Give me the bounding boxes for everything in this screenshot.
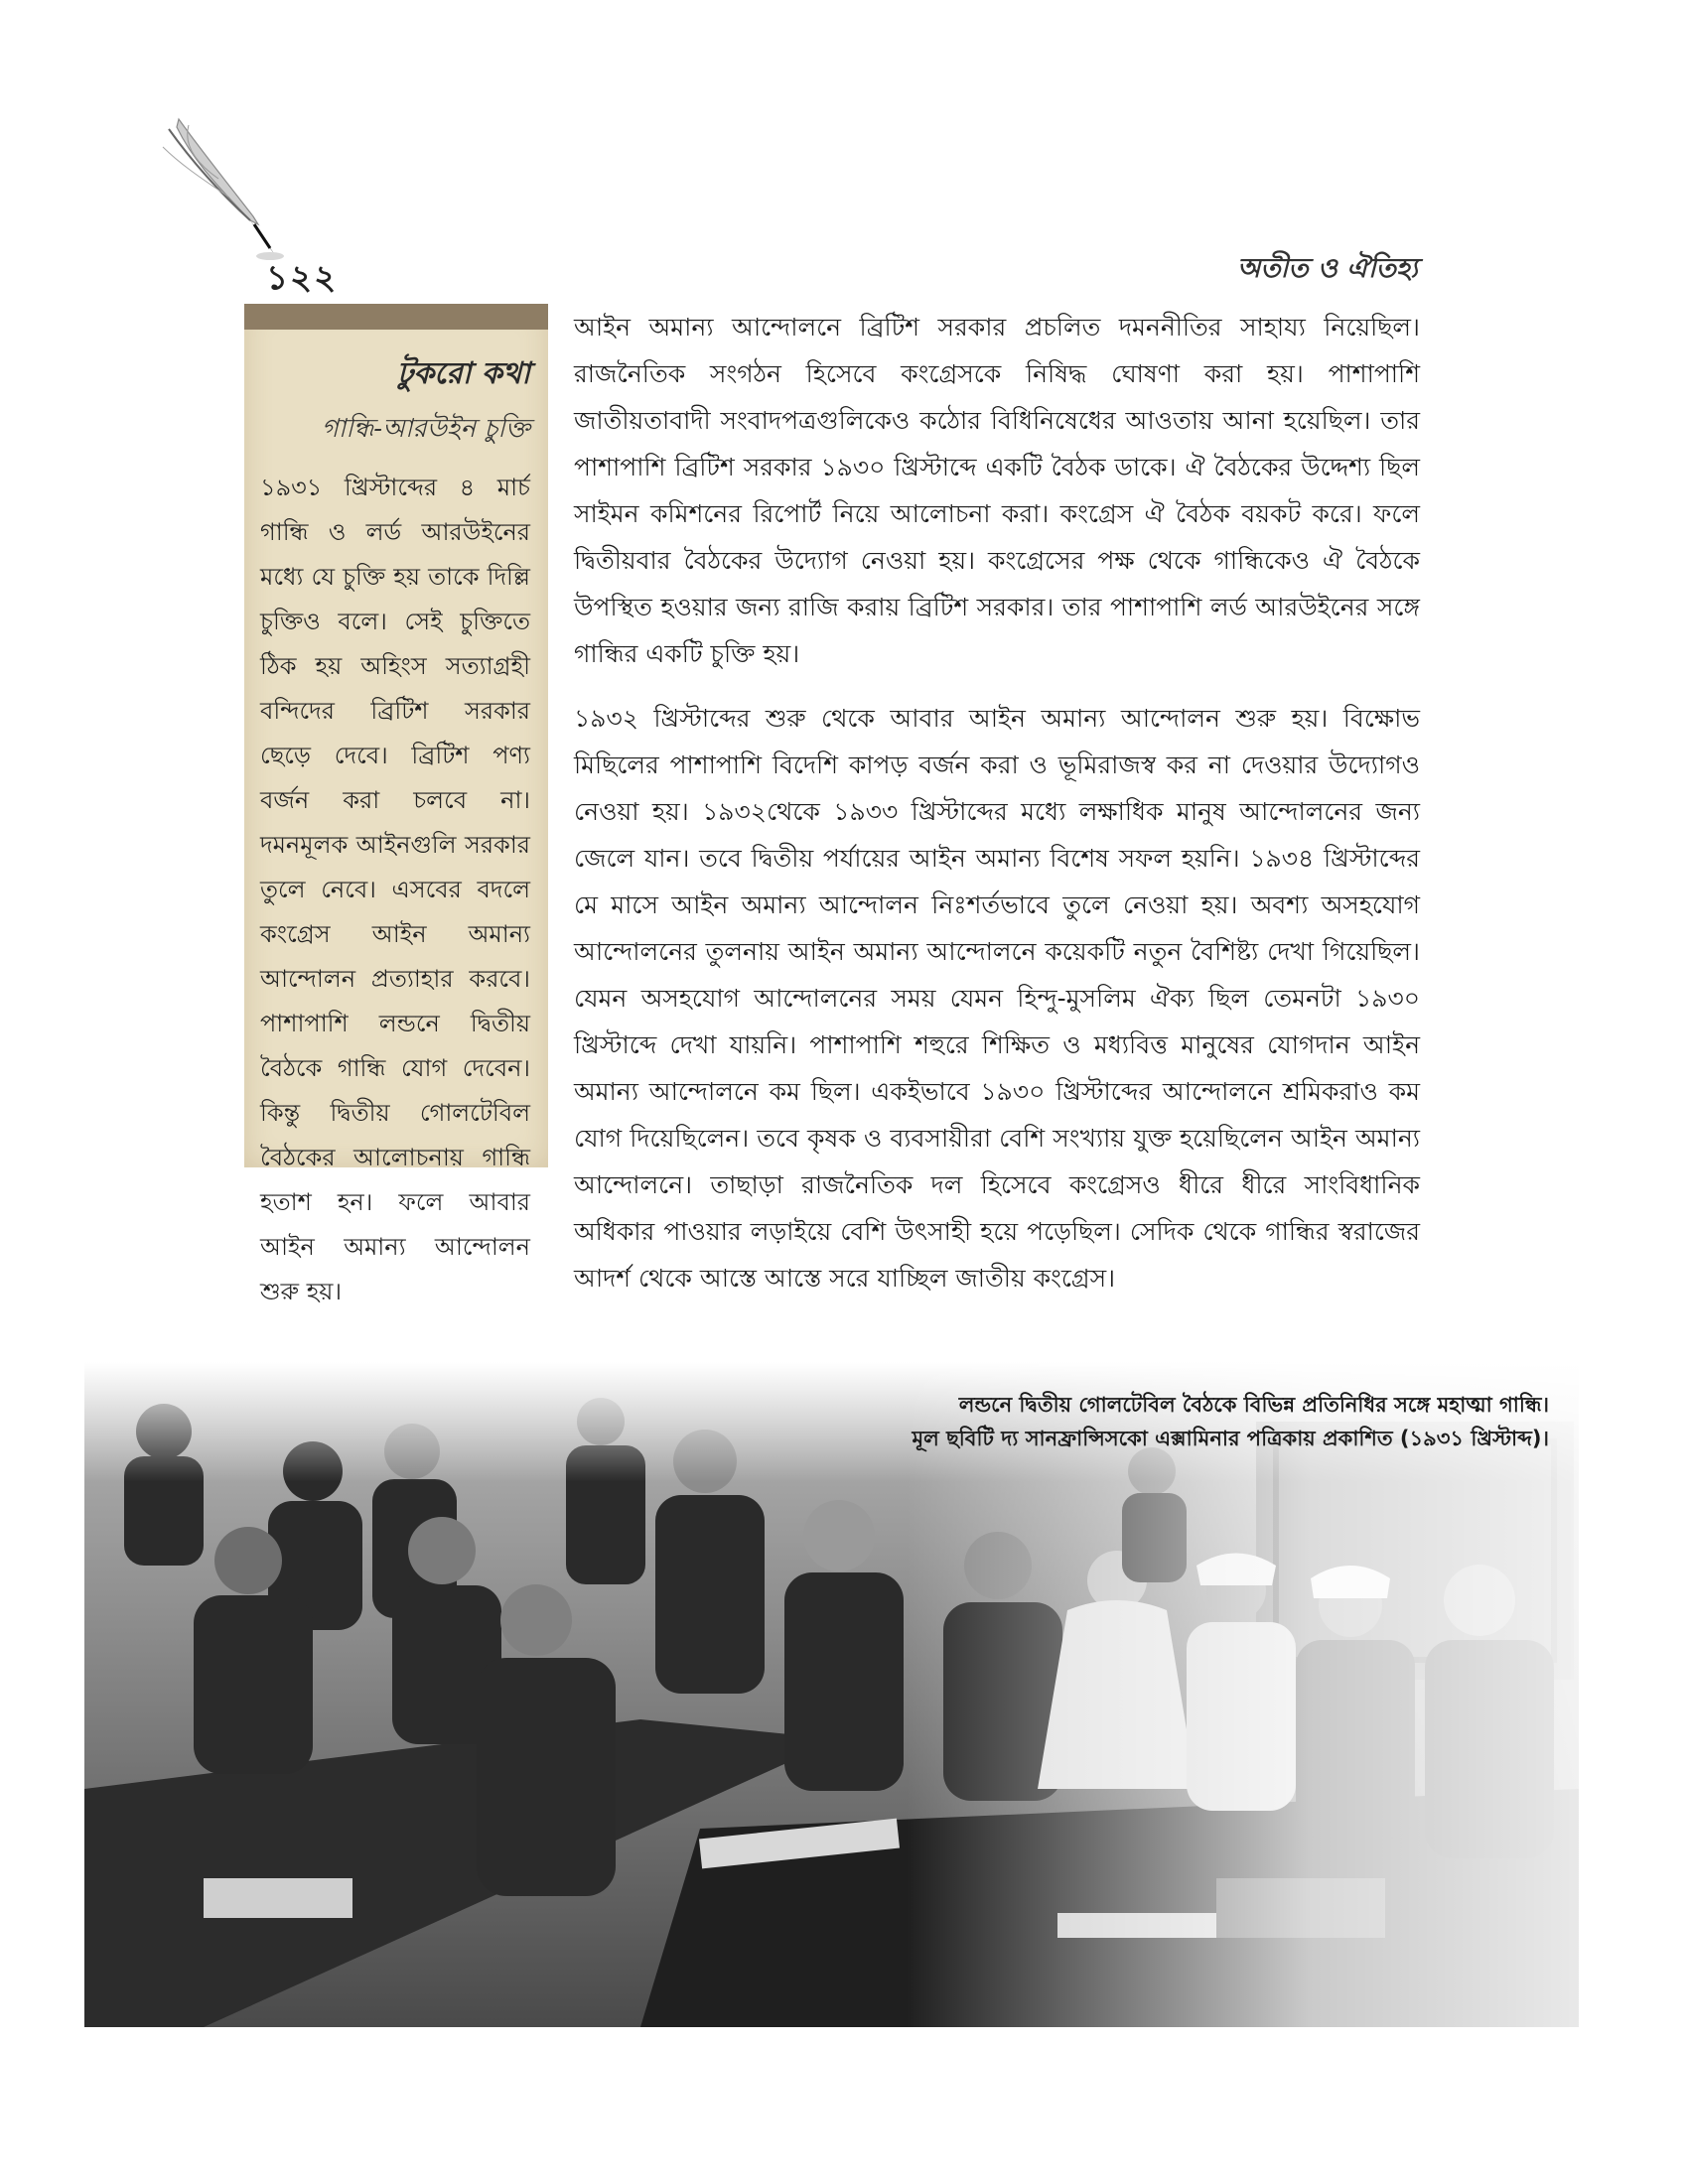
sidebar-body-text: ১৯৩১ খ্রিস্টাব্দের ৪ মার্চ গান্ধি ও লর্ড আরউইনের মধ্যে যে চুক্তি হয় তাকে দিল্লি চুক্তিও বলে। সেই চুক্তিতে ঠিক হয় অহিংস সত্যাগ্রহী বন্দিদের ব্রিটিশ সরকার ছেড়ে দেবে। ব্রিটিশ পণ্য বর্জন করা চলবে না। দমনমূলক আইনগুলি সরকার তুলে নেবে। এসবের বদলে কংগ্রেস আইন অমান্য আন্দোলন প্রত্যাহার করবে। পাশাপাশি লন্ডনে দ্বিতীয় বৈঠকে গান্ধি যোগ দেবেন। কিন্তু দ্বিতীয় গোলটেবিল বৈঠকের আলোচনায় গান্ধি হতাশ হন। ফলে আবার আইন অমান্য আন্দোলন শুরু হয়। bbox=[260, 474, 530, 1305]
main-text-column bbox=[574, 304, 1420, 1319]
photo-caption bbox=[794, 1388, 1549, 1455]
caption-line-1: লন্ডনে দ্বিতীয় গোলটেবিল বৈঠকে বিভিন্ন প্রতিনিধির সঙ্গে মহাত্মা গান্ধি। bbox=[958, 1393, 1549, 1417]
main-paragraph: ১৯৩২ খ্রিস্টাব্দের শুরু থেকে আবার আইন অমান্য আন্দোলন শুরু হয়। বিক্ষোভ মিছিলের পাশাপাশি বিদেশি কাপড় বর্জন করা ও ভূমিরাজস্ব কর না দেওয়ার উদ্যোগও নেওয়া হয়। ১৯৩২থেকে ১৯৩৩ খ্রিস্টাব্দের মধ্যে লক্ষাধিক মানুষ আন্দোলনের জন্য জেলে যান। তবে দ্বিতীয় পর্যায়ের আইন অমান্য বিশেষ সফল হয়নি। ১৯৩৪ খ্রিস্টাব্দের মে মাসে আইন অমান্য আন্দোলন নিঃশর্তভাবে তুলে নেওয়া হয়। অবশ্য অসহযোগ আন্দোলনের তুলনায় আইন অমান্য আন্দোলনে কয়েকটি নতুন বৈশিষ্ট্য দেখা গিয়েছিল। যেমন অসহযোগ আন্দোলনের সময় যেমন হিন্দু-মুসলিম ঐক্য ছিল তেমনটা ১৯৩০ খ্রিস্টাব্দে দেখা যায়নি। পাশাপাশি শহুরে শিক্ষিত ও মধ্যবিত্ত মানুষের যোগদান আইন অমান্য আন্দোলনে কম ছিল। একইভাবে ১৯৩০ খ্রিস্টাব্দের আন্দোলনে শ্রমিকরাও কম যোগ দিয়েছিলেন। তবে কৃষক ও ব্যবসায়ীরা বেশি সংখ্যায় যুক্ত হয়েছিলেন আইন অমান্য আন্দোলনে। তাছাড়া রাজনৈতিক দল হিসেবে কংগ্রেসও ধীরে ধীরে সাংবিধানিক অধিকার পাওয়ার লড়াইয়ে বেশি উৎসাহী হয়ে পড়েছিল। সেদিক থেকে গান্ধির স্বরাজের আদর্শ থেকে আস্তে আস্তে সরে যাচ্ছিল জাতীয় কংগ্রেস। bbox=[574, 704, 1420, 1293]
caption-line-2: মূল ছবিটি দ্য সানফ্রান্সিসকো এক্সামিনার পত্রিকায় প্রকাশিত (১৯৩১ খ্রিস্টাব্দ)। bbox=[912, 1427, 1549, 1450]
sidebar-note-box bbox=[244, 304, 548, 1305]
sidebar-title: টুকরো কথা bbox=[396, 356, 530, 391]
sidebar-subtitle: গান্ধি-আরউইন চুক্তি bbox=[321, 414, 530, 444]
quill-pen-icon bbox=[159, 117, 288, 266]
sidebar-header-band bbox=[244, 304, 548, 330]
main-paragraph: আইন অমান্য আন্দোলনে ব্রিটিশ সরকার প্রচলিত দমননীতির সাহায্য নিয়েছিল। রাজনৈতিক সংগঠন হিসেবে কংগ্রেসকে নিষিদ্ধ ঘোষণা করা হয়। পাশাপাশি জাতীয়তাবাদী সংবাদপত্রগুলিকেও কঠোর বিধিনিষেধের আওতায় আনা হয়েছিল। তার পাশাপাশি ব্রিটিশ সরকার ১৯৩০ খ্রিস্টাব্দে একটি বৈঠক ডাকে। ঐ বৈঠকের উদ্দেশ্য ছিল সাইমন কমিশনের রিপোর্ট নিয়ে আলোচনা করা। কংগ্রেস ঐ বৈঠক বয়কট করে। ফলে দ্বিতীয়বার বৈঠকের উদ্যোগ নেওয়া হয়। কংগ্রেসের পক্ষ থেকে গান্ধিকেও ঐ বৈঠকে উপস্থিত হওয়ার জন্য রাজি করায় ব্রিটিশ সরকার। তার পাশাপাশি লর্ড আরউইনের সঙ্গে গান্ধির একটি চুক্তি হয়। bbox=[574, 313, 1420, 668]
page-number: ১২২ bbox=[266, 258, 339, 298]
round-table-conference-photo bbox=[84, 1362, 1579, 2027]
running-head: অতীত ও ঐতিহ্য bbox=[1237, 253, 1418, 284]
